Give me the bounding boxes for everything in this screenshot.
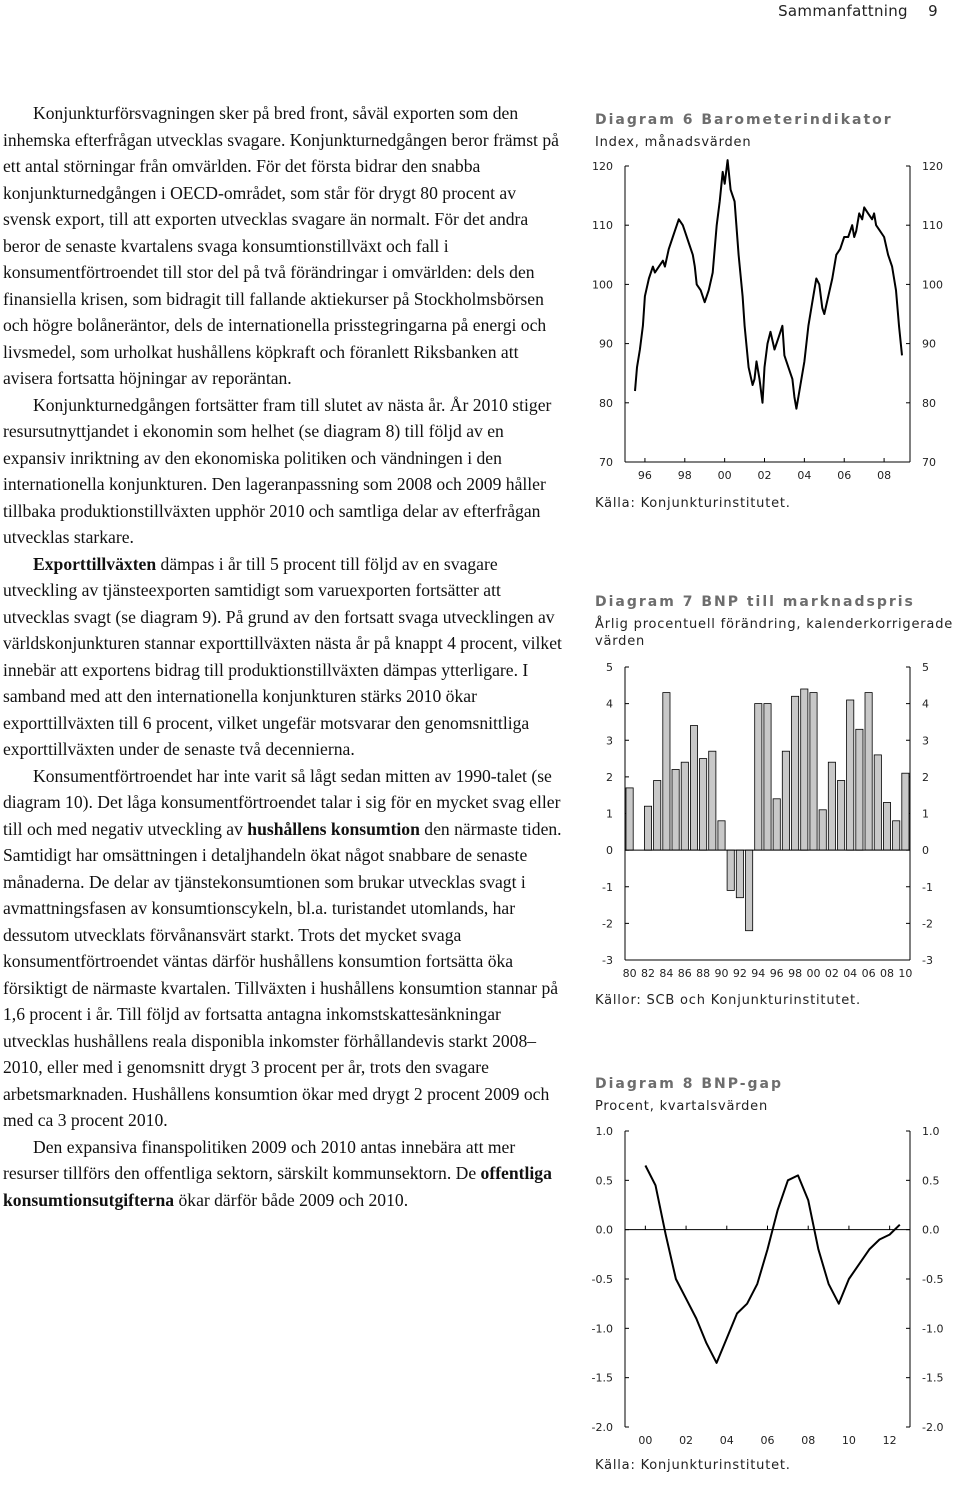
chart8-xtick-label: 12 [882,1434,897,1447]
chart7-ytick-label-left: 1 [606,807,613,821]
body-text [3,100,563,1213]
chart7-ytick-label-right: 3 [922,734,929,748]
chart6-ytick-label-right: 70 [922,456,936,469]
paragraph-5 [3,1134,563,1214]
chart7-xtick-label: 90 [714,967,729,980]
chart8-source: Källa: Konjunkturinstitutet. [595,1458,791,1473]
chart7-ytick-label-right: -3 [922,954,933,967]
chart7-gdp [585,650,960,990]
chart7-bar [874,755,881,850]
chart7-xtick-label: 98 [788,967,803,980]
chart8-ytick-label-right: 0.5 [922,1174,940,1188]
chart7-bar [727,850,734,890]
bold-term-public: offentliga konsumtionsutgifterna [3,1163,552,1210]
chart6-xtick-label: 04 [797,469,812,482]
chart8-ytick-label-left: -2.0 [591,1421,613,1434]
chart7-bar [709,751,716,850]
chart6-ytick-label-left: 70 [599,456,613,469]
chart6-ytick-label-right: 110 [922,219,943,233]
chart7-bar [681,762,688,850]
chart8-title: Diagram 8 BNP-gap [595,1076,784,1092]
chart6-title: Diagram 6 Barometerindikator [595,112,893,128]
chart7-xtick-label: 86 [677,967,692,980]
chart6-ytick-label-left: 120 [592,160,613,173]
chart6-xtick-label: 02 [757,469,772,482]
chart7-bar [865,693,872,851]
chart6-ytick-label-left: 110 [592,219,613,233]
chart8-ytick-label-right: -1.0 [922,1322,944,1336]
chart8-ytick-label-right: 1.0 [922,1125,940,1138]
chart7-xtick-label: 96 [769,967,784,980]
chart7-xtick-label: 02 [824,967,839,980]
chart8-ytick-label-right: -0.5 [922,1273,944,1286]
chart7-xtick-label: 94 [751,967,766,980]
chart7-ytick-label-left: 0 [606,844,613,858]
chart6-series-line [635,160,902,409]
chart7-subtitle: Årlig procentuell förändring, kalenderkorrigerade värden [595,617,954,649]
chart8-gdp-gap [585,1115,960,1455]
paragraph-3-text: dämpas i år till 5 procent till följd av en svagare utveckling av tjänsteexporten samtidigt som varuexporten fortsätter att utvecklas svagt (se diagram 9). På grund av den fortsatt svaga utvecklingen av världskonjunkturen stannar exporttillväxten nästa år på knappt 4 procent, vilket innebär att exportens bidrag till produktionstillväxten dämpas ytterligare. I samband med att den internationella konjunkturen stärks 2010 ökar exporttillväxten till 6 procent, vilket ungefär motsvarar den genomsnittliga exporttillväxten under de senaste två decennierna. [3,553,562,759]
chart8-xtick-label: 02 [679,1434,694,1447]
chart8-ytick-label-left: 0.5 [595,1174,613,1188]
bold-term-export: Exporttillväxten [33,553,157,574]
chart7-bar [893,821,900,850]
chart7-bar [755,704,762,851]
chart7-bar [672,770,679,851]
chart7-bar [819,810,826,850]
paragraph-5-text-b: ökar därför både 2009 och 2010. [174,1189,409,1210]
chart7-bar [736,850,743,898]
chart7-bar [847,700,854,850]
paragraph-4-text-b: den närmaste tiden. Samtidigt har omsättningen i detaljhandeln ökat något snabbare de senaste månaderna. De delar av tjänstekonsumtionen som brukar utvecklas svagt i avmattningsfasen av konsumtionscykeln, bl.a. turistandet utomlands, har dessutom utvecklats förvånansvärt starkt. Trots det mycket svaga konsumentförtroendet väntas därför hushållens konsumtion fortsätta öka försiktigt de närmaste kvartalen. Tillväxten i hushållens konsumtion stannar på 1,6 procent i år. Till följd av fortsatta antagna inkomstskattesänkningar utvecklas hushållens reala disponibla inkomster förhållandevis starkt 2008–2010, eller med i genomsnitt drygt 3 procent per år, trots den svagare arbetsmarknaden. Hushållens konsumtion ökar med drygt 2 procent 2009 och med ca 3 procent 2010. [3,818,562,1130]
chart8-xtick-label: 04 [719,1434,734,1447]
chart6-source: Källa: Konjunkturinstitutet. [595,496,791,511]
chart7-xtick-label: 06 [861,967,876,980]
chart7-ytick-label-left: -2 [602,917,613,931]
chart6-ytick-label-right: 90 [922,337,936,351]
chart7-xtick-label: 08 [880,967,894,980]
chart8-series-line [645,1166,899,1363]
chart8-ytick-label-left: 1.0 [595,1125,613,1138]
chart6-ytick-label-left: 100 [592,278,613,292]
paragraph-5-text-a: Den expansiva finanspolitiken 2009 och 2010 antas innebära att mer resurser tillförs den offentliga sektorn, särskilt kommunsektorn. De [3,1136,516,1183]
chart7-bar [810,693,817,851]
chart7-bar [700,759,707,851]
chart6-xtick-label: 06 [837,469,852,482]
chart7-ytick-label-left: 3 [606,734,613,748]
chart7-bar [654,781,661,851]
chart7-ytick-label-right: -1 [922,880,933,894]
chart7-ytick-label-right: 5 [922,661,929,674]
paragraph-3 [3,551,563,763]
chart7-ytick-label-right: 4 [922,697,929,711]
chart7-bar [782,751,789,850]
chart6-xtick-label: 98 [677,469,692,482]
chart7-bar [690,726,697,851]
chart7-xtick-label: 04 [843,967,858,980]
chart8-ytick-label-right: -1.5 [922,1371,944,1385]
chart8-ytick-label-left: 0.0 [595,1223,613,1237]
chart8-xtick-label: 08 [801,1434,816,1447]
chart7-xtick-label: 10 [898,967,913,980]
chart7-ytick-label-right: 2 [922,770,929,784]
chart7-xtick-label: 84 [659,967,674,980]
chart7-title: Diagram 7 BNP till marknadspris [595,594,915,610]
chart7-bar [838,781,845,851]
chart7-ytick-label-right: 0 [922,844,929,858]
chart7-xtick-label: 00 [806,967,821,980]
chart8-xtick-label: 06 [760,1434,775,1447]
chart8-xtick-label: 10 [841,1434,856,1447]
chart6-xtick-label: 96 [637,469,652,482]
chart7-bar [764,704,771,851]
chart7-xtick-label: 92 [732,967,747,980]
chart7-bar [902,773,909,850]
chart7-ytick-label-left: -1 [602,880,613,894]
chart7-bar [663,693,670,851]
chart6-xtick-label: 08 [877,469,892,482]
running-header [778,2,938,20]
chart7-xtick-label: 80 [622,967,637,980]
chart7-xtick-label: 88 [696,967,711,980]
chart6-ytick-label-right: 120 [922,160,943,173]
paragraph-4 [3,763,563,1134]
chart8-subtitle: Procent, kvartalsvärden [595,1099,769,1114]
chart6-xtick-label: 00 [717,469,732,482]
chart7-ytick-label-left: 4 [606,697,613,711]
chart7-bar [856,729,863,850]
chart7-bar [883,803,890,851]
chart7-bar [792,696,799,850]
chart8-xtick-label: 00 [638,1434,653,1447]
chart6-barometer [585,150,960,490]
chart7-bar [644,806,651,850]
chart6-ytick-label-right: 80 [922,396,936,410]
chart7-ytick-label-left: 5 [606,661,613,674]
chart7-ytick-label-left: -3 [602,954,613,967]
bold-term-consumption: hushållens konsumtion [247,818,420,839]
chart7-bar [626,788,633,850]
chart8-ytick-label-left: -1.0 [591,1322,613,1336]
chart7-source: Källor: SCB och Konjunkturinstitutet. [595,993,861,1008]
chart7-bar [828,762,835,850]
paragraph-1: Konjunkturförsvagningen sker på bred front, såväl exporten som den inhemska efterfrågan utvecklas svagare. Konjunkturnedgången beror främst på ett antal störningar från omvärlden. För det första bidrar den snabba konjunkturnedgången i OECD-området, som står för drygt 80 procent av svensk export, till att exporten utvecklas svagare än normalt. För det andra beror de senaste kvartalens svaga konsumtionstillväxt och fall i konsumentförtroendet till stor del på två förändringar i omvärlden: dels den finansiella krisen, som bidragit till fallande aktiekurser på Stockholmsbörsen och högre bolåneräntor, dels de internationella prisstegringarna på energi och livsmedel, som urholkat hushållens köpkraft och föranlett Riksbanken att avisera fortsatta höjningar av reporäntan. [3,103,559,388]
chart7-bar [718,821,725,850]
chart7-bar [773,799,780,850]
page-number: 9 [928,2,938,20]
chart7-bar [801,689,808,850]
header-section: Sammanfattning [778,2,908,20]
chart7-bar [746,850,753,931]
chart8-ytick-label-right: 0.0 [922,1223,940,1237]
chart7-ytick-label-left: 2 [606,770,613,784]
chart8-ytick-label-left: -1.5 [591,1371,613,1385]
chart6-ytick-label-left: 90 [599,337,613,351]
chart7-ytick-label-right: 1 [922,807,929,821]
chart6-ytick-label-right: 100 [922,278,943,292]
chart8-ytick-label-right: -2.0 [922,1421,944,1434]
paragraph-2: Konjunkturnedgången fortsätter fram till slutet av nästa år. År 2010 stiger resursutnyttjandet i ekonomin som helhet (se diagram 8) till följd av en expansiv inriktning av den ekonomiska politiken och vändningen i den internationella konjunkturen. Den lageranpassning som 2008 och 2009 håller tillbaka produktionstillväxten upphör 2010 och samtliga delar av efterfrågan utvecklas starkare. [3,394,552,547]
chart7-xtick-label: 82 [641,967,655,980]
paragraph-4-text-a: Konsumentförtroendet har inte varit så lågt sedan mitten av 1990-talet (se diagram 10). Det låga konsumentförtroendet talar i sig för en mycket svag eller till och med negativ utveckling av [3,765,561,839]
chart6-subtitle: Index, månadsvärden [595,135,752,150]
chart7-ytick-label-right: -2 [922,917,933,931]
chart8-ytick-label-left: -0.5 [591,1273,613,1286]
chart6-ytick-label-left: 80 [599,396,613,410]
